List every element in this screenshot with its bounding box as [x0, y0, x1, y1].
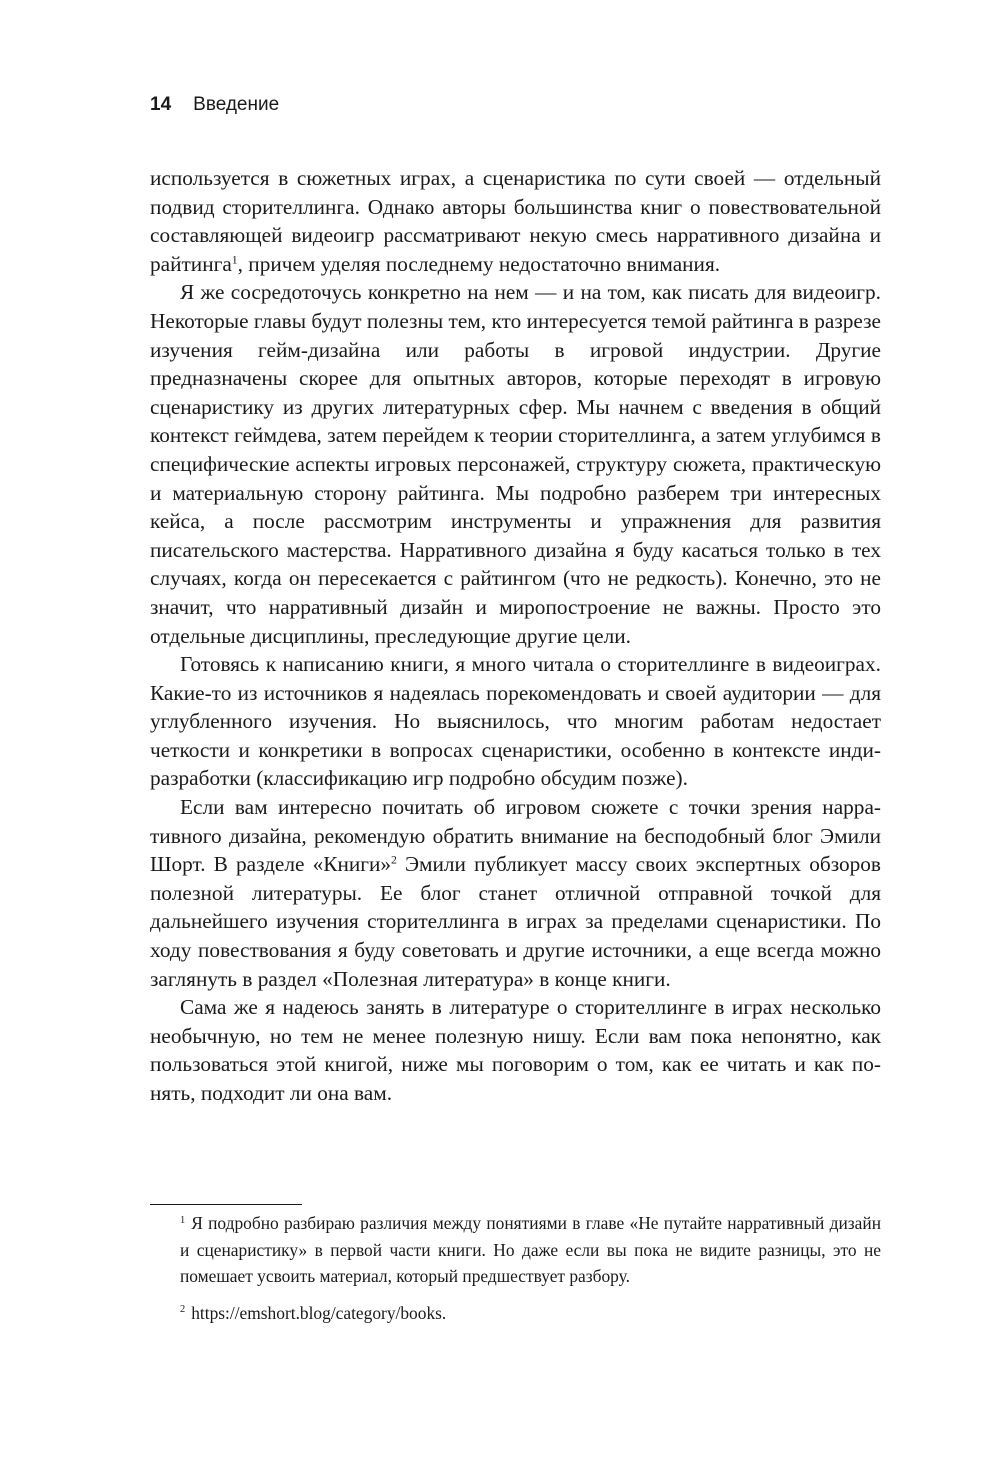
chapter-title: Введение: [193, 94, 280, 115]
footnotes: [180, 1210, 881, 1336]
paragraph-2: [150, 278, 881, 650]
paragraph-5: [150, 993, 881, 1107]
page-number: 14: [150, 94, 172, 115]
paragraph-3: [150, 650, 881, 793]
paragraph-text: Сама же я надеюсь занять в литературе о сторителлинге в играх несколько необычную, но тем не менее полезную нишу. Если вам пока непонятно, как пользоваться этой книгой, ниже мы поговорим о том, как ее читать и как понять, подходит ли она вам.: [150, 995, 881, 1105]
paragraph-text: используется в сюжетных играх, а сценаристика по сути своей — отдельный подвид сторителлинга. Однако авторы большинства книг о повествовательной составляющей видеоигр рассматривают некую смесь нарративного дизайна и райтинга: [150, 166, 881, 276]
paragraph-text: Эмили публикует массу своих экспертных обзоров полезной литературы. Ее блог станет отличной отправной точкой для дальнейшего изучения сторителлинга в играх за пределами сценаристики. По ходу повествования я буду советовать и другие источники, а еще всегда можно заглянуть в раздел «Полезная литература» в конце книги.: [150, 852, 881, 991]
footnote-text: Я подробно разбираю различия между понятиями в главе «Не путайте нарративный дизайн и сценаристику» в первой части книги. Но даже если вы пока не видите разницы, это не помешает усвоить материал, который предшествует разбору.: [180, 1213, 881, 1286]
body-text: [150, 164, 881, 1108]
paragraph-4: [150, 793, 881, 993]
footnote-ref-1[interactable]: 1: [231, 253, 238, 267]
book-page: [150, 0, 881, 1466]
footnote-mark: 1: [180, 1214, 186, 1226]
footnote-mark: 2: [180, 1304, 186, 1316]
footnote-divider: [150, 1204, 302, 1205]
paragraph-text: Если вам интересно почитать об игровом сюжете с точки зрения нарративного дизайна, рекомендую обратить внимание на бесподобный блог Эмили Шорт. В разделе «Книги»: [150, 795, 881, 877]
footnote-1: [180, 1210, 881, 1290]
paragraph-text: , причем уделяя последнему недостаточно внимания.: [237, 251, 721, 276]
footnote-ref-2[interactable]: 2: [391, 853, 397, 867]
paragraph-text: Готовясь к написанию книги, я много читала о сторителлинге в видеоиграх. Какие-то из источников я надеялась порекомендовать и своей аудитории — для углубленного изучения. Но выяснилось, что многим работам недостает четкости и конкретики в вопросах сценаристики, особенно в контексте инди-разработки (классификацию игр подробно обсудим позже).: [150, 652, 881, 791]
running-head: [150, 92, 279, 118]
footnote-link[interactable]: https://emshort.blog/category/books.: [191, 1302, 447, 1323]
paragraph-1: [150, 164, 881, 278]
paragraph-text: Я же сосредоточусь конкретно на нем — и на том, как писать для видеоигр. Некоторые главы будут полезны тем, кто интересуется темой райтинга в разрезе изучения гейм-дизайна или работы в игровой индустрии. Другие предназначены скорее для опытных авторов, которые переходят в игровую сценаристику из других литературных сфер. Мы начнем с введения в общий контекст геймдева, затем перейдем к теории сторителлинга, а затем углубимся в специфические аспекты игровых персонажей, структуру сюжета, практическую и материальную сторону райтинга. Мы подробно разберем три интересных кейса, а после рассмотрим инструменты и упражнения для развития писательского мастерства. Нарративного дизайна я буду касаться только в тех случаях, когда он пересекается с райтингом (что не редкость). Конечно, это не значит, что нарративный дизайн и миропостроение не важны. Просто это отдельные дисциплины, преследующие другие цели.: [150, 280, 881, 648]
footnote-2: [180, 1300, 881, 1327]
